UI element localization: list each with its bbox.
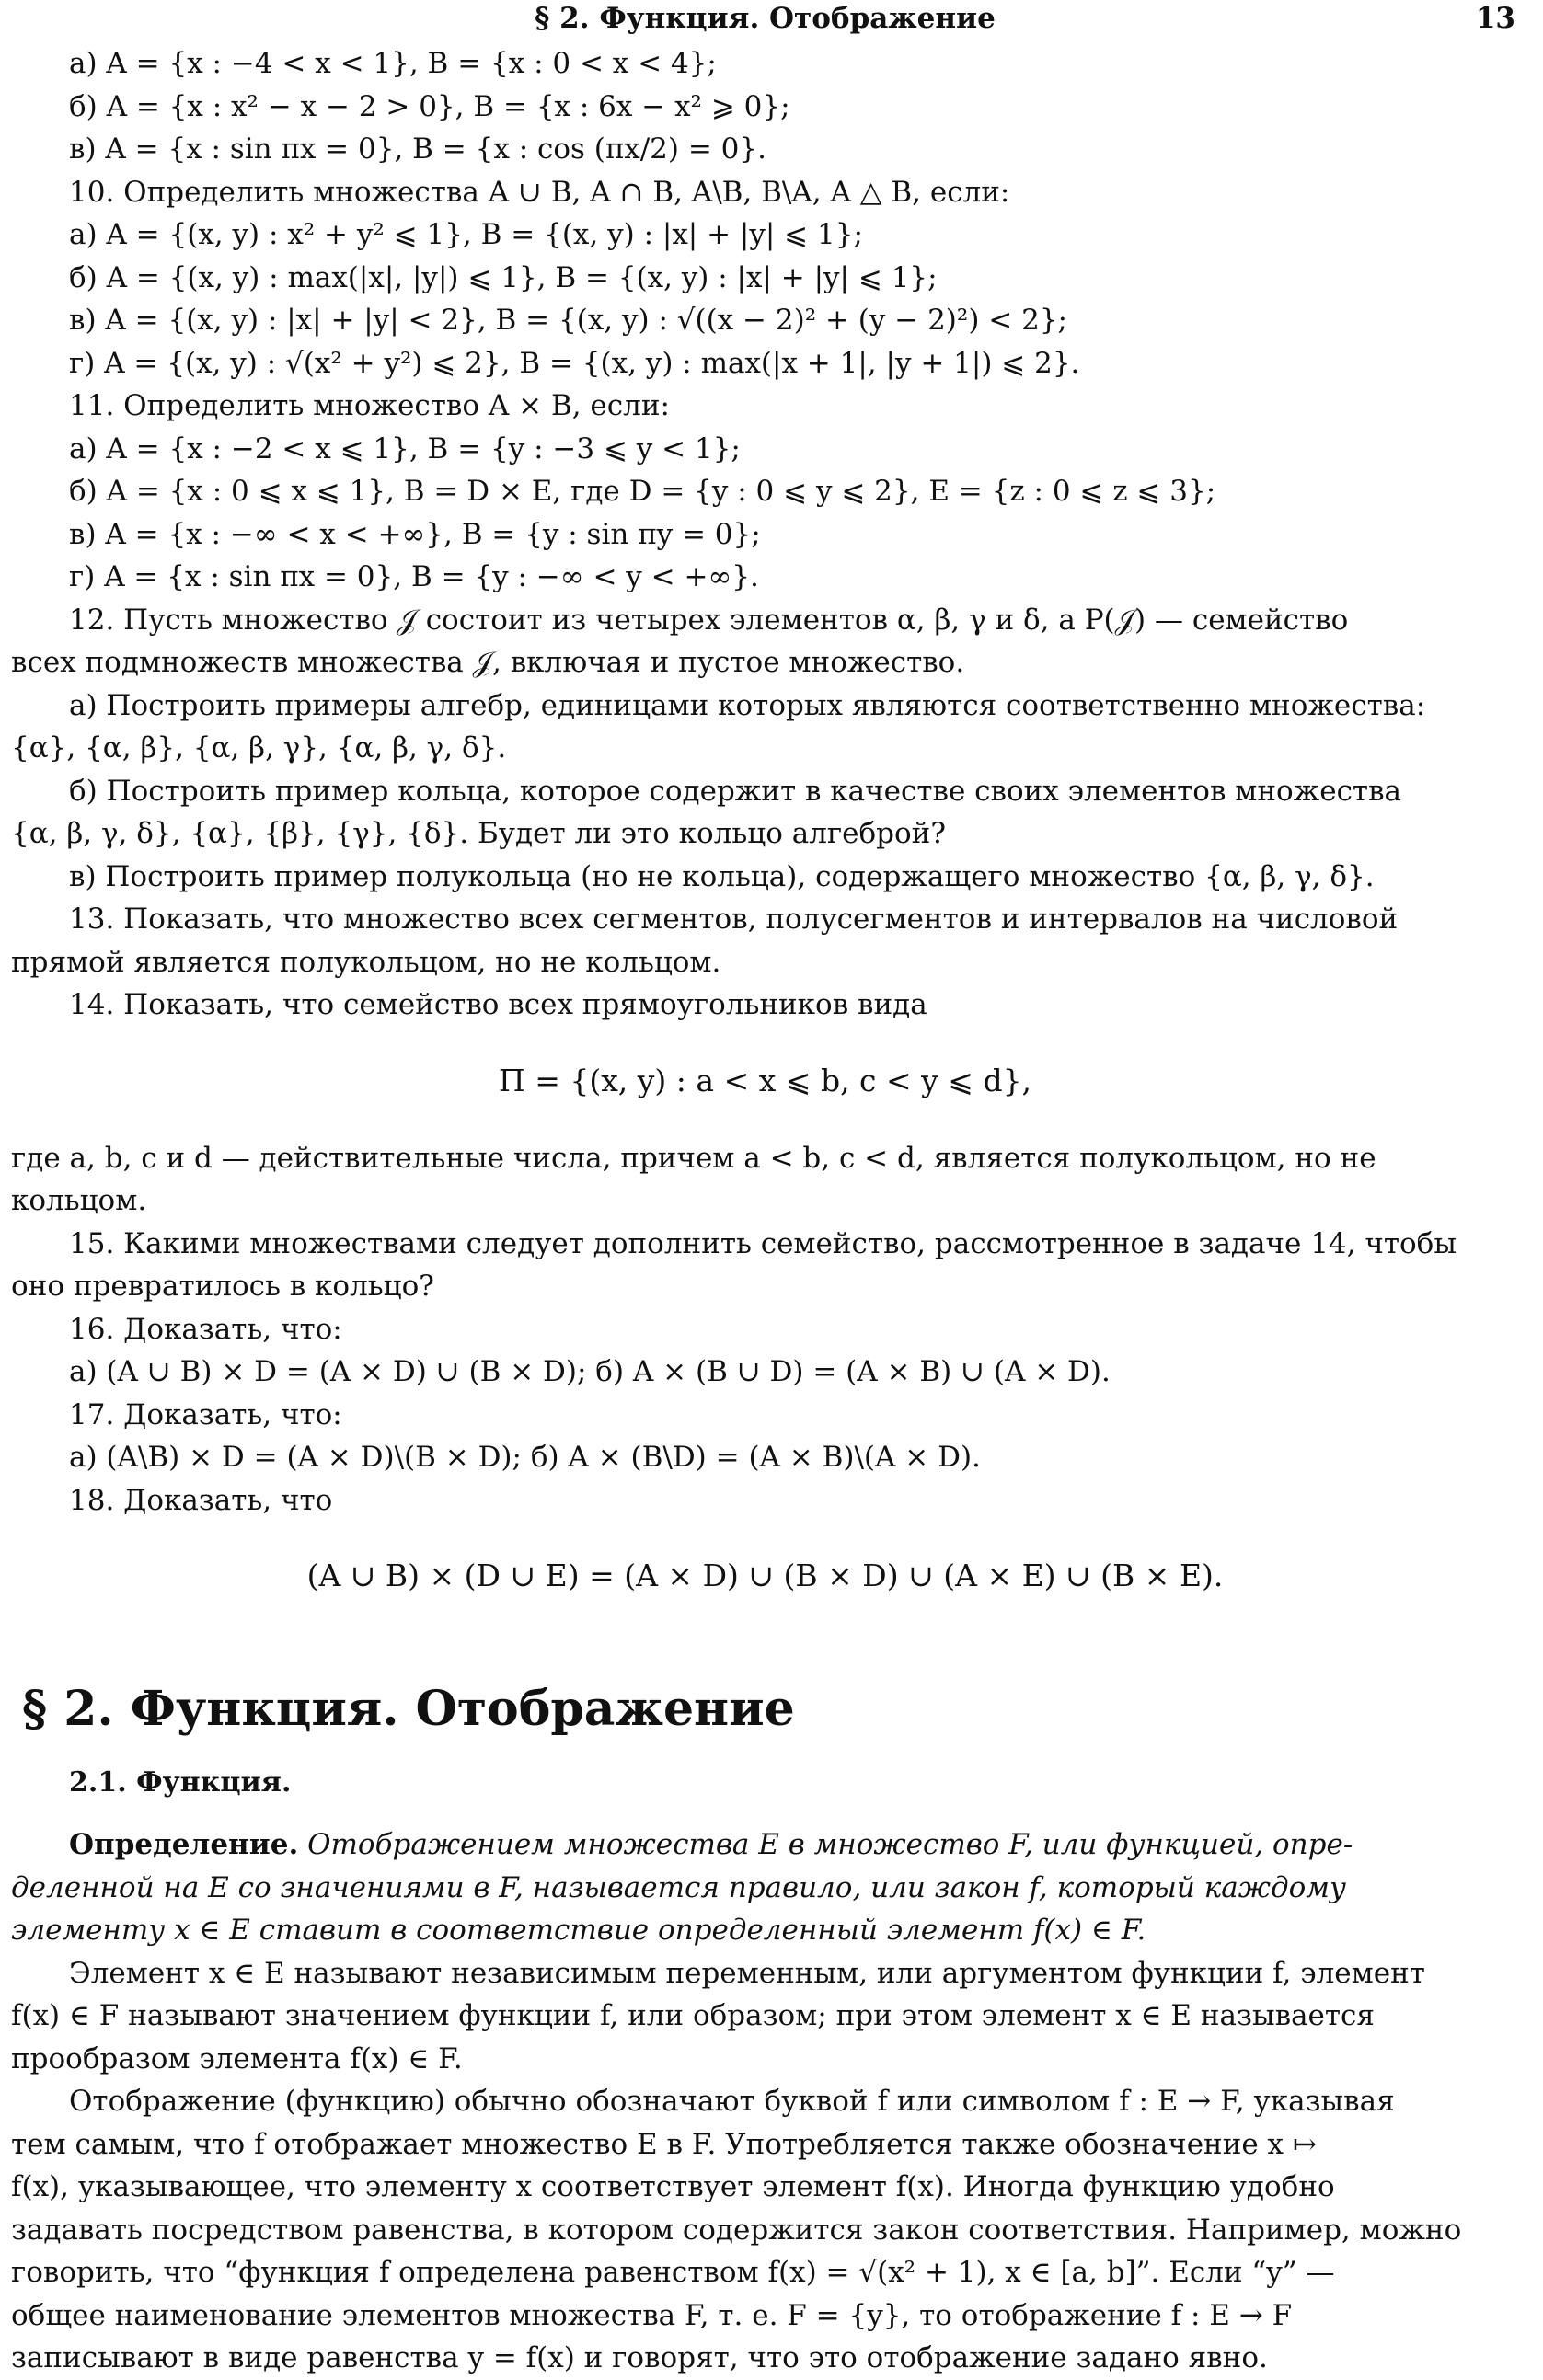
problem-10b: б) A = {(x, y) : max(|x|, |y|) ⩽ 1}, B = {(x, y) : |x| + |y| ⩽ 1}; <box>69 260 938 294</box>
problem-18-block <box>11 1479 1519 1600</box>
problem-15-line-1: 15. Какими множествами следует дополнить семейство, рассмотренное в задаче 14, чтобы <box>69 1226 1457 1260</box>
problem-13-line-1: 13. Показать, что множество всех сегментов, полусегментов и интервалов на числовой <box>69 903 1399 936</box>
problem-14-block <box>11 983 1519 1223</box>
paragraph-2-line-1: Отображение (функцию) обычно обозначают буквой f или символом f : E → F, указывая <box>69 2085 1395 2118</box>
problem-9a: а) A = {x : −4 < x < 1}, B = {x : 0 < x < 4}; <box>69 47 717 80</box>
problem-10d: г) A = {(x, y) : √(x² + y²) ⩽ 2}, B = {(x, y) : max(|x + 1|, |y + 1|) ⩽ 2}. <box>69 346 1080 380</box>
definition-text-1: Отображением множества E в множество F, или функцией, опре- <box>307 1828 1353 1861</box>
problem-10a: а) A = {(x, y) : x² + y² ⩽ 1}, B = {(x, y) : |x| + |y| ⩽ 1}; <box>69 218 863 251</box>
problem-12b-line-2: {α, β, γ, δ}, {α}, {β}, {γ}, {δ}. Будет ли это кольцо алгеброй? <box>11 817 946 850</box>
problem-10-statement: 10. Определить множества A ∪ B, A ∩ B, A\B, B\A, A △ B, если: <box>69 175 1010 209</box>
problem-9b: б) A = {x : x² − x − 2 > 0}, B = {x : 6x − x² ⩾ 0}; <box>69 89 790 123</box>
problem-13-line-2: прямой является полукольцом, но не кольцом. <box>11 945 721 979</box>
problem-15-line-2: оно превратилось в кольцо? <box>11 1270 434 1303</box>
paragraph-2 <box>11 2080 1519 2380</box>
paragraph-2-line-6: общее наименование элементов множества F, т. е. F = {y}, то отображение f : E → F <box>11 2298 1293 2332</box>
problem-14-intro: 14. Показать, что семейство всех прямоугольников вида <box>69 988 927 1021</box>
paragraph-1-line-1: Элемент x ∈ E называют независимым переменным, или аргументом функции f, элемент <box>69 1956 1425 1990</box>
problem-10c: в) A = {(x, y) : |x| + |y| < 2}, B = {(x, y) : √((x − 2)² + (y − 2)²) < 2}; <box>69 304 1067 337</box>
problem-12b-line-1: б) Построить пример кольца, которое содержит в качестве своих элементов множества <box>69 774 1402 808</box>
problem-18-intro: 18. Доказать, что <box>69 1483 333 1517</box>
problem-18-formula: (A ∪ B) × (D ∪ E) = (A × D) ∪ (B × D) ∪ (A × E) ∪ (B × E). <box>306 1558 1224 1593</box>
problem-16-intro: 16. Доказать, что: <box>69 1312 342 1346</box>
problem-12-line-1: 12. Пусть множество 𝒥 состоит из четырех элементов α, β, γ и δ, а P(𝒥) — семейство <box>69 603 1349 637</box>
problem-11b: б) A = {x : 0 ⩽ x ⩽ 1}, B = D × E, где D = {y : 0 ⩽ y ⩽ 2}, E = {z : 0 ⩽ z ⩽ 3}; <box>69 475 1216 508</box>
problem-14-after-line-2: кольцом. <box>11 1184 147 1217</box>
page-number: 13 <box>1475 2 1515 35</box>
problem-11d: г) A = {x : sin πx = 0}, B = {y : −∞ < y < +∞}. <box>69 560 759 593</box>
problems-top-block <box>11 42 1519 599</box>
paragraph-2-line-7: записывают в виде равенства y = f(x) и говорят, что это отображение задано явно. <box>11 2341 1268 2374</box>
definition-label: Определение. <box>69 1828 299 1861</box>
problem-14-after-line-1: где a, b, c и d — действительные числа, причем a < b, c < d, является полукольцом, но не <box>11 1141 1376 1175</box>
running-head <box>11 0 1519 42</box>
definition-block <box>11 1823 1519 1952</box>
problem-17-parts: а) (A\B) × D = (A × D)\(B × D); б) A × (B\D) = (A × B)\(A × D). <box>69 1441 981 1474</box>
definition-line-2 <box>11 1867 1519 1910</box>
paragraph-1 <box>11 1952 1519 2081</box>
section-title: § 2. Функция. Отображение <box>22 1681 795 1737</box>
problem-12-line-2: всех подмножеств множества 𝒥, включая и пустое множество. <box>11 646 965 679</box>
definition-line-3 <box>11 1909 1519 1952</box>
problem-11-statement: 11. Определить множество A × B, если: <box>69 389 670 422</box>
paragraph-2-line-5: говорить, что “функция f определена равенством f(x) = √(x² + 1), x ∈ [a, b]”. Если “y” — <box>11 2256 1335 2289</box>
problem-12a-line-1: а) Построить примеры алгебр, единицами которых являются соответственно множества: <box>69 688 1426 722</box>
problem-14-formula: Π = {(x, y) : a < x ⩽ b, c < y ⩽ d}, <box>498 1062 1032 1098</box>
paragraph-1-line-3: прообразом элемента f(x) ∈ F. <box>11 2041 463 2075</box>
problem-12a-line-2: {α}, {α, β}, {α, β, γ}, {α, β, γ, δ}. <box>11 731 507 765</box>
problem-17-intro: 17. Доказать, что: <box>69 1397 342 1431</box>
paragraph-2-line-3: f(x), указывающее, что элементу x соответствует элемент f(x). Иногда функцию удобно <box>11 2170 1335 2203</box>
problem-11c: в) A = {x : −∞ < x < +∞}, B = {y : sin πy = 0}; <box>69 517 761 551</box>
paragraph-2-line-2: тем самым, что f отображает множество E в F. Употребляется также обозначение x ↦ <box>11 2127 1317 2161</box>
problem-16-parts: а) (A ∪ B) × D = (A × D) ∪ (B × D); б) A × (B ∪ D) = (A × B) ∪ (A × D). <box>69 1355 1111 1388</box>
definition-line-1 <box>11 1823 1519 1867</box>
paragraph-2-line-4: задавать посредством равенства, в котором содержится закон соответствия. Например, можно <box>11 2213 1462 2247</box>
problem-13-block <box>11 898 1519 983</box>
definition-text-2: деленной на E со значениями в F, называется правило, или закон f, который каждому <box>11 1870 1346 1904</box>
problem-11a: а) A = {x : −2 < x ⩽ 1}, B = {y : −3 ⩽ y < 1}; <box>69 431 741 466</box>
subsection-title: 2.1. Функция. <box>69 1766 292 1799</box>
problem-12c: в) Построить пример полукольца (но не кольца), содержащего множество {α, β, γ, δ}. <box>69 859 1375 893</box>
problem-15-block <box>11 1223 1519 1308</box>
paragraph-1-line-2: f(x) ∈ F называют значением функции f, или образом; при этом элемент x ∈ E называется <box>11 1999 1375 2032</box>
problem-12-block <box>11 599 1519 899</box>
running-title: § 2. Функция. Отображение <box>535 2 996 35</box>
problem-9c: в) A = {x : sin πx = 0}, B = {x : cos (πx/2) = 0}. <box>69 132 766 166</box>
definition-text-3: элементу x ∈ E ставит в соответствие определенный элемент f(x) ∈ F. <box>11 1914 1146 1947</box>
problem-16-block <box>11 1308 1519 1394</box>
problem-17-block <box>11 1394 1519 1479</box>
